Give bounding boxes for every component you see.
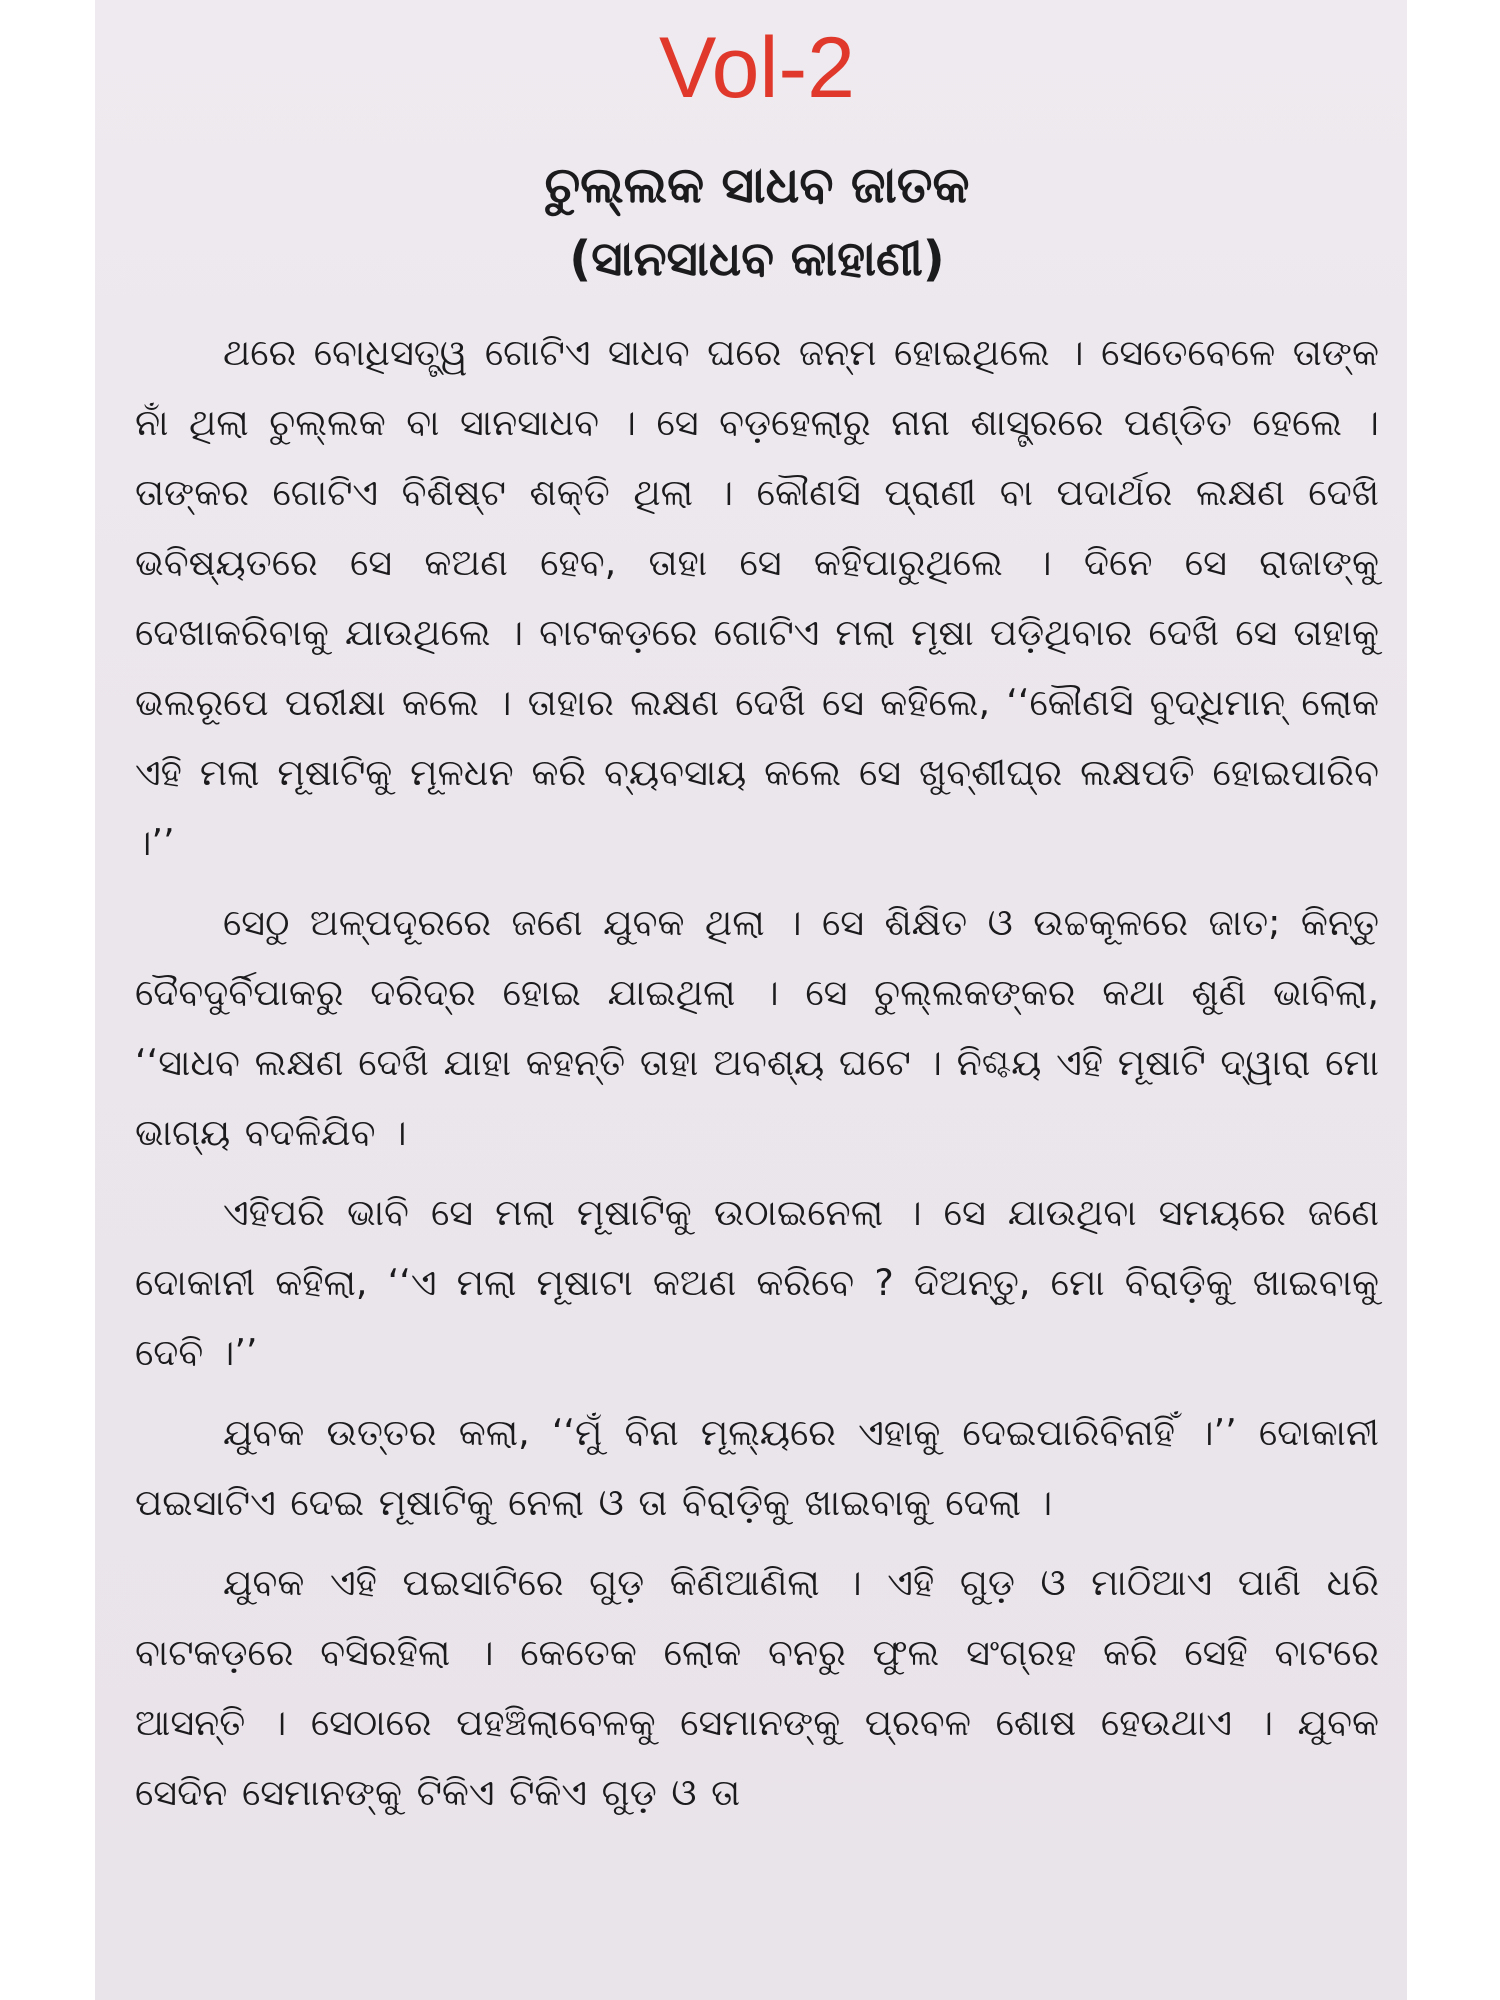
volume-label: Vol-2 <box>658 20 856 116</box>
paragraph-3: ଏହିପରି ଭାବି ସେ ମଲା ମୂଷାଟିକୁ ଉଠାଇନେଲା । ସେ ଯାଉଥିବା ସମୟରେ ଜଣେ ଦୋକାନୀ କହିଲା, ‘‘ଏ ମଲା ମୂଷାଟା କଅଣ କରିବେ ? ଦିଅନ୍ତୁ, ମୋ ବିରାଡ଼ିକୁ ଖାଇବାକୁ ଦେବି ।’’ <box>135 1191 1379 1374</box>
paragraph-4: ଯୁବକ ଉତ୍ତର କଲା, ‘‘ମୁଁ ବିନା ମୂଲ୍ୟରେ ଏହାକୁ ଦେଇପାରିବିନାହିଁ ।’’ ଦୋକାନୀ ପଇସାଟିଏ ଦେଇ ମୂଷାଟିକୁ ନେଲା ଓ ତା ବିରାଡ଼ିକୁ ଖାଇବାକୁ ଦେଲା । <box>135 1411 1379 1524</box>
paragraph-1: ଥରେ ବୋଧିସତ୍ତ୍ୱ ଗୋଟିଏ ସାଧବ ଘରେ ଜନ୍ମ ହୋଇଥିଲେ । ସେତେବେଳେ ତାଙ୍କ ନାଁ ଥିଲା ଚୁଲ୍ଲକ ବା ସାନସାଧବ । ସେ ବଡ଼ହେଲାରୁ ନାନା ଶାସ୍ତ୍ରରେ ପଣ୍ଡିତ ହେଲେ । ତାଙ୍କର ଗୋଟିଏ ବିଶିଷ୍ଟ ଶକ୍ତି ଥିଲା । କୌଣସି ପ୍ରାଣୀ ବା ପଦାର୍ଥର ଲକ୍ଷଣ ଦେଖି ଭବିଷ୍ୟତରେ ସେ କଅଣ ହେବ, ତାହା ସେ କହିପାରୁଥିଲେ । ଦିନେ ସେ ରାଜାଙ୍କୁ ଦେଖାକରିବାକୁ ଯାଉଥିଲେ । ବାଟକଡ଼ରେ ଗୋଟିଏ ମଲା ମୂଷା ପଡ଼ିଥିବାର ଦେଖି ସେ ତାହାକୁ ଭଲରୂପେ ପରୀକ୍ଷା କଲେ । ତାହାର ଲକ୍ଷଣ ଦେଖି ସେ କହିଲେ, ‘‘କୌଣସି ବୁଦ୍ଧିମାନ୍ ଲୋକ ଏହି ମଲା ମୂଷାଟିକୁ ମୂଳଧନ କରି ବ୍ୟବସାୟ କଲେ ସେ ଖୁବ୍‌ଶୀଘ୍ର ଲକ୍ଷପତି ହୋଇପାରିବ ।’’ <box>135 331 1379 864</box>
paragraph-2: ସେଠୁ ଅଳ୍ପଦୂରରେ ଜଣେ ଯୁବକ ଥିଲା । ସେ ଶିକ୍ଷିତ ଓ ଉଚ୍ଚକୂଳରେ ଜାତ; କିନ୍ତୁ ଦୈବଦୁର୍ବିପାକରୁ ଦରିଦ୍ର ହୋଇ ଯାଇଥିଲା । ସେ ଚୁଲ୍ଲକଙ୍କର କଥା ଶୁଣି ଭାବିଲା, ‘‘ସାଧବ ଲକ୍ଷଣ ଦେଖି ଯାହା କହନ୍ତି ତାହା ଅବଶ୍ୟ ଘଟେ । ନିଶ୍ଚୟ ଏହି ମୂଷାଟି ଦ୍ୱାରା ମୋ ଭାଗ୍ୟ ବଦଳିଯିବ । <box>135 901 1379 1154</box>
book-page <box>95 0 1407 2000</box>
story-subtitle: (ସାନସାଧବ କାହାଣୀ) <box>569 231 945 287</box>
story-body <box>135 318 1379 1828</box>
story-title: ଚୁଲ୍ଲକ ସାଧବ ଜାତକ <box>544 156 970 214</box>
paragraph-5: ଯୁବକ ଏହି ପଇସାଟିରେ ଗୁଡ଼ କିଣିଆଣିଲା । ଏହି ଗୁଡ଼ ଓ ମାଠିଆଏ ପାଣି ଧରି ବାଟକଡ଼ରେ ବସିରହିଲା । କେତେକ ଲୋକ ବନରୁ ଫୁଲ ସଂଗ୍ରହ କରି ସେହି ବାଟରେ ଆସନ୍ତି । ସେଠାରେ ପହଞ୍ଚିଲାବେଳକୁ ସେମାନଙ୍କୁ ପ୍ରବଳ ଶୋଷ ହେଉଥାଏ । ଯୁବକ ସେଦିନ ସେମାନଙ୍କୁ ଟିକିଏ ଟିକିଏ ଗୁଡ଼ ଓ ତା <box>135 1561 1379 1814</box>
